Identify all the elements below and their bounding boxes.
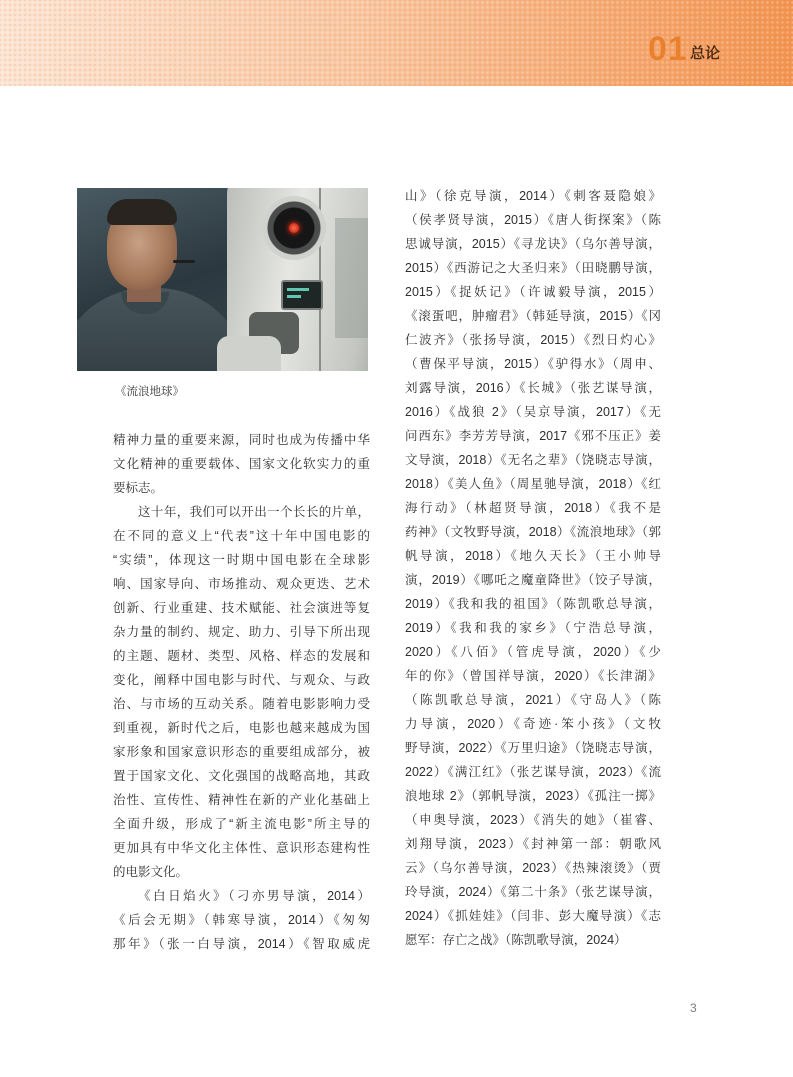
text-line: 2018）《美人鱼》（周星驰导演，2018）《红: [405, 477, 661, 491]
text-line: 《白日焰火》（刁亦男导演，2014）: [138, 889, 370, 903]
text-line: 到重视，新时代之后，电影也越来越成为国: [113, 721, 370, 735]
robot-screen-readout: [287, 288, 309, 291]
header-banner: [0, 0, 793, 86]
text-line: 浪地球 2》（郭帆导演，2023）《孤注一掷》: [405, 789, 661, 803]
text-line: 思诚导演，2015）《寻龙诀》（乌尔善导演，: [405, 237, 661, 251]
text-line: 力导演，2020）《奇迹·笨小孩》（文牧: [405, 717, 661, 731]
text-line: 2020）《八佰》（管虎导演，2020）《少: [405, 645, 661, 659]
text-line: 仁波齐》（张扬导演，2015）《烈日灼心》: [405, 333, 661, 347]
text-line: 云》（乌尔善导演，2023）《热辣滚烫》（贾: [405, 861, 661, 875]
text-line: （曹保平导演，2015）《驴得水》（周申、: [405, 357, 661, 371]
text-line: 杂力量的制约、规定、助力、引导下所出现: [113, 625, 370, 639]
text-line: 要标志。: [113, 481, 164, 495]
text-line: 全面升级，形成了“新主流电影”所主导的: [113, 817, 370, 831]
text-line: （申奥导演，2023）《消失的她》（崔睿、: [405, 813, 661, 827]
text-line: 问西东》李芳芳导演，2017《邪不压正》姜: [405, 429, 661, 443]
text-line: 治、与市场的互动关系。随着电影影响力受: [113, 697, 370, 711]
text-line: 变化，阐释中国电影与时代、与观众、与政: [113, 673, 370, 687]
robot-side-panel: [335, 218, 368, 338]
left-text-column: [113, 428, 370, 956]
text-line: 置于国家文化、文化强国的战略高地，其政: [113, 769, 370, 783]
figure-hair: [107, 199, 177, 225]
text-line: 的主题、题材、类型、风格、样态的发展和: [113, 649, 370, 663]
text-line: 更加具有中华文化主体性、意识形态建构性: [113, 841, 370, 855]
paragraph: [113, 428, 370, 500]
robot-screen-readout: [287, 295, 301, 298]
text-line: 文化精神的重要载体、国家文化软实力的重: [113, 457, 370, 471]
film-still-photo: [77, 188, 368, 371]
text-line: 玲导演，2024）《第二十条》（张艺谋导演，: [405, 885, 661, 899]
text-line: 的电影文化。: [113, 865, 189, 879]
photo-caption: 《流浪地球》: [115, 386, 184, 398]
text-line: 2019）《我和我的家乡》（宁浩总导演，: [405, 621, 661, 635]
robot-red-light: [289, 223, 299, 233]
text-line: 野导演，2022）《万里归途》（饶晓志导演，: [405, 741, 661, 755]
text-line: 愿军：存亡之战》（陈凯歌导演，2024）: [405, 933, 627, 947]
robot-arm: [217, 336, 281, 371]
text-line: 创新、行业重建、技术赋能、社会演进等复: [113, 601, 370, 615]
text-line: 山》（徐克导演，2014）《刺客聂隐娘》: [405, 189, 661, 203]
text-line: （陈凯歌总导演，2021）《守岛人》（陈: [405, 693, 661, 707]
text-line: 文导演，2018）《无名之辈》（饶晓志导演，: [405, 453, 661, 467]
text-line: （侯孝贤导演，2015）《唐人街探案》（陈: [405, 213, 661, 227]
text-line: 《滚蛋吧，肿瘤君》（韩延导演，2015）《冈: [405, 309, 661, 323]
page-number: 3: [690, 1001, 697, 1015]
paragraph: [113, 884, 370, 956]
text-line: 2015）《捉妖记》（许诚毅导演，2015）: [405, 285, 661, 299]
text-line: 精神力量的重要来源，同时也成为传播中华: [113, 433, 370, 447]
headset-mic: [173, 260, 195, 263]
paragraph: [405, 184, 661, 952]
text-line: 药神》（文牧野导演，2018）《流浪地球》（郭: [405, 525, 661, 539]
text-line: 《后会无期》（韩寒导演，2014）《匆匆: [113, 913, 370, 927]
text-line: 帆导演，2018）《地久天长》（王小帅导: [405, 549, 661, 563]
text-line: 演，2019）《哪吒之魔童降世》（饺子导演，: [405, 573, 661, 587]
text-line: 这十年，我们可以开出一个长长的片单，: [138, 505, 370, 519]
right-text-column: [405, 184, 661, 952]
text-line: 刘翔导演，2023）《封神第一部：朝歌风: [405, 837, 661, 851]
text-line: 2024）《抓娃娃》（闫非、彭大魔导演）《志: [405, 909, 661, 923]
text-line: 治性、宣传性、精神性在新的产业化基础上: [113, 793, 370, 807]
text-line: 2022）《满江红》（张艺谋导演，2023）《流: [405, 765, 661, 779]
chapter-number: 01: [648, 30, 688, 68]
text-line: 刘露导演，2016）《长城》（张艺谋导演，: [405, 381, 661, 395]
text-line: 家形象和国家意识形态的重要组成部分，被: [113, 745, 370, 759]
paragraph: [113, 500, 370, 884]
text-line: 2016）《战狼 2》（吴京导演，2017）《无: [405, 405, 661, 419]
text-line: 响、国家导向、市场推动、观众更迭、艺术: [113, 577, 370, 591]
text-line: 2015）《西游记之大圣归来》（田晓鹏导演，: [405, 261, 661, 275]
text-line: 那年》（张一白导演，2014）《智取威虎: [113, 937, 370, 951]
text-line: 2019）《我和我的祖国》（陈凯歌总导演，: [405, 597, 661, 611]
text-line: 在不同的意义上“代表”这十年中国电影的: [113, 529, 370, 543]
text-line: 年的你》（曾国祥导演，2020）《长津湖》: [405, 669, 661, 683]
text-line: “实绩”，体现这一时期中国电影在全球影: [113, 553, 370, 567]
chapter-title: 总论: [690, 45, 721, 62]
text-line: 海行动》（林超贤导演，2018）《我不是: [405, 501, 661, 515]
